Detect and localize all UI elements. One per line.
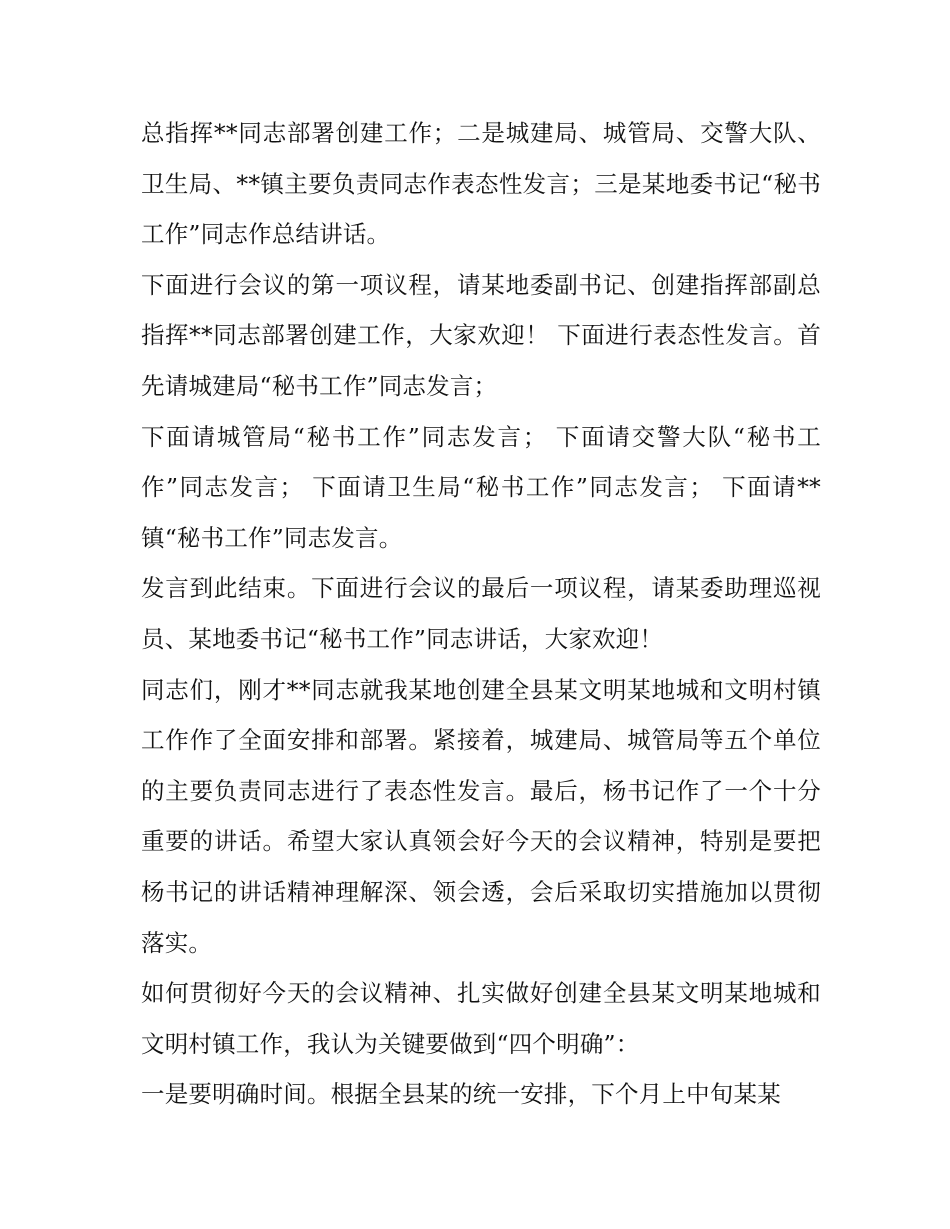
paragraph-2: 下面进行会议的第一项议程，请某地委副书记、创建指挥部副总指挥**同志部署创建工作，大家欢迎！ 下面进行表态性发言。首先请城建局“秘书工作”同志发言；	[141, 270, 821, 400]
paragraph-4: 发言到此结束。下面进行会议的最后一项议程，请某委助理巡视员、某地委书记“秘书工作”同志讲话，大家欢迎！	[141, 574, 821, 653]
paragraph-1: 总指挥**同志部署创建工作；二是城建局、城管局、交警大队、卫生局、**镇主要负责同志作表态性发言；三是某地委书记“秘书工作”同志作总结讲话。	[141, 119, 821, 249]
paragraph-3: 下面请城管局“秘书工作”同志发言； 下面请交警大队“秘书工作”同志发言； 下面请卫生局“秘书工作”同志发言； 下面请**镇“秘书工作”同志发言。	[141, 422, 821, 552]
document-body	[141, 108, 821, 1120]
paragraph-7: 一是要明确时间。根据全县某的统一安排，下个月上中旬某某	[141, 1080, 781, 1109]
paragraph-5: 同志们，刚才**同志就我某地创建全县某文明某地城和文明村镇工作作了全面安排和部署。紧接着，城建局、城管局等五个单位的主要负责同志进行了表态性发言。最后，杨书记作了一个十分重要的讲话。希望大家认真领会好今天的会议精神，特别是要把杨书记的讲话精神理解深、领会透，会后采取切实措施加以贯彻落实。	[141, 675, 821, 957]
paragraph-6: 如何贯彻好今天的会议精神、扎实做好创建全县某文明某地城和文明村镇工作，我认为关键要做到“四个明确”：	[141, 979, 821, 1058]
